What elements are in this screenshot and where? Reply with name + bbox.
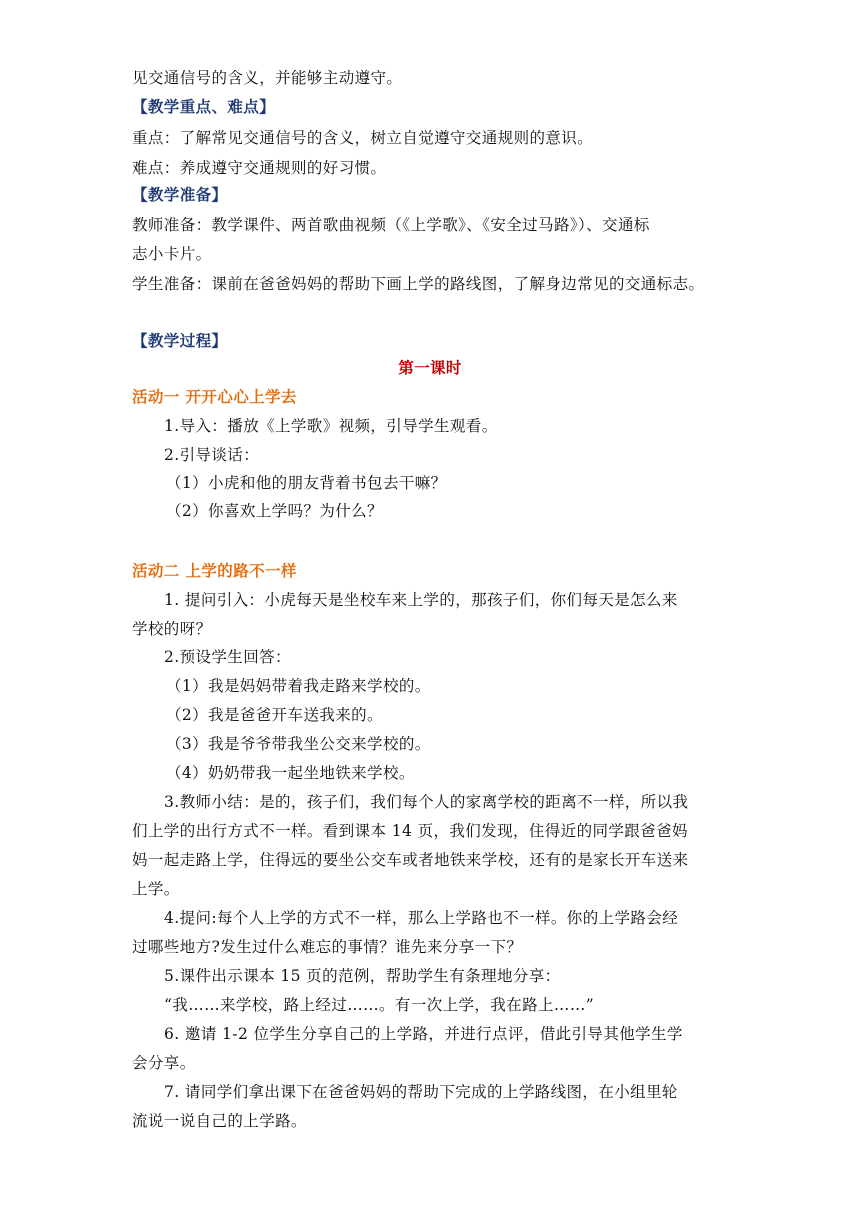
activity2-line: （3）我是爷爷带我坐公交来学校的。 (166, 735, 431, 753)
activity2-line: （4）奶奶带我一起坐地铁来学校。 (166, 764, 415, 782)
activity2-line: 学校的呀？ (132, 620, 212, 638)
activity2-line: 流说一说自己的上学路。 (132, 1112, 307, 1130)
activity2-title: 活动二 上学的路不一样 (132, 561, 297, 580)
activity2-line: 们上学的出行方式不一样。看到课本 14 页，我们发现，住得近的同学跟爸爸妈 (132, 822, 688, 840)
activity2-quote: “我……来学校，路上经过……。有一次上学，我在路上……” (164, 996, 595, 1014)
activity1-title: 活动一 开开心心上学去 (132, 387, 297, 406)
process-heading: 【教学过程】 (132, 331, 228, 350)
activity1-item: 2.引导谈话： (164, 446, 260, 464)
activity1-item: （2）你喜欢上学吗？为什么？ (166, 502, 383, 520)
preparation-heading: 【教学准备】 (132, 185, 228, 204)
activity2-line: （1）我是妈妈带着我走路来学校的。 (166, 677, 431, 695)
lesson-title: 第一课时 (398, 358, 462, 377)
focus-heading: 【教学重点、难点】 (132, 97, 276, 116)
activity2-line: 5.课件出示课本 15 页的范例，帮助学生有条理地分享： (164, 967, 561, 985)
activity2-line: 2.预设学生回答： (164, 648, 291, 666)
activity1-item: 1.导入：播放《上学歌》视频，引导学生观看。 (164, 417, 498, 435)
activity2-line: 4.提问:每个人上学的方式不一样，那么上学路也不一样。你的上学路会经 (164, 909, 679, 927)
intro-line: 见交通信号的含义，并能够主动遵守。 (132, 69, 403, 87)
activity2-line: 上学。 (132, 880, 180, 898)
activity2-line: 6. 邀请 1-2 位学生分享自己的上学路，并进行点评，借此引导其他学生学 (164, 1025, 683, 1043)
teacher-prep-line2: 志小卡片。 (132, 245, 212, 263)
student-prep: 学生准备：课前在爸爸妈妈的帮助下画上学的路线图，了解身边常见的交通标志。 (132, 275, 705, 293)
activity2-line: 妈一起走路上学，住得远的要坐公交车或者地铁来学校，还有的是家长开车送来 (132, 851, 689, 869)
activity2-line: 过哪些地方?发生过什么难忘的事情？谁先来分享一下？ (132, 938, 523, 956)
activity2-line: 1. 提问引入：小虎每天是坐校车来上学的，那孩子们，你们每天是怎么来 (164, 591, 678, 609)
difficulty: 难点：养成遵守交通规则的好习惯。 (132, 159, 387, 177)
activity2-line: 7. 请同学们拿出课下在爸爸妈妈的帮助下完成的上学路线图，在小组里轮 (164, 1083, 678, 1101)
activity2-line: 3.教师小结：是的，孩子们，我们每个人的家离学校的距离不一样，所以我 (164, 793, 689, 811)
teacher-prep-line1: 教师准备：教学课件、两首歌曲视频（《上学歌》、《安全过马路》）、交通标 (132, 216, 650, 234)
activity2-line: 会分享。 (132, 1054, 196, 1072)
key-point: 重点：了解常见交通信号的含义，树立自觉遵守交通规则的意识。 (132, 129, 594, 147)
activity1-item: （1）小虎和他的朋友背着书包去干嘛？ (166, 474, 447, 492)
activity2-line: （2）我是爸爸开车送我来的。 (166, 706, 383, 724)
